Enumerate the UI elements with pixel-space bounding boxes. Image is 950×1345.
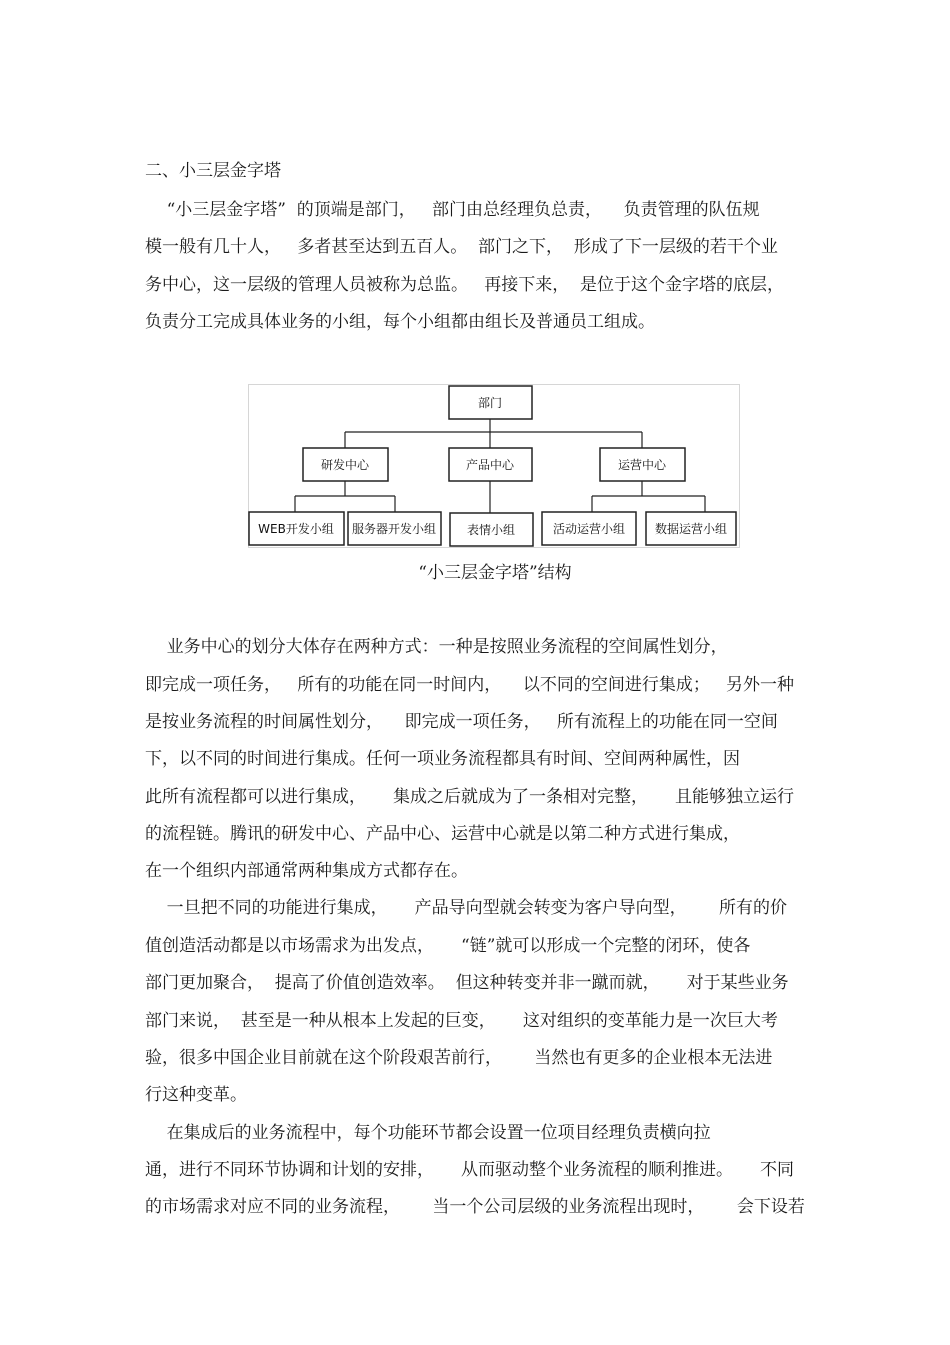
text-line: 部门更加聚合， 提高了价值创造效率。 但这种转变并非一蹴而就， 对于某些业务 — [145, 973, 789, 993]
text-line: 负责分工完成具体业务的小组，每个小组都由组长及普通员工组成。 — [145, 312, 655, 332]
text-line: 部门来说， 甚至是一种从根本上发起的巨变， 这对组织的变革能力是一次巨大考 — [145, 1011, 778, 1031]
text-line: 值创造活动都是以市场需求为出发点， “链”就可以形成一个完整的闭环，使各 — [145, 936, 751, 956]
text-line: 通，进行不同环节协调和计划的安排， 从而驱动整个业务流程的顺利推进。 不同 — [145, 1160, 795, 1180]
org-node-label: 活动运营小组 — [552, 522, 626, 536]
org-chart — [248, 384, 740, 548]
text-line: 在集成后的业务流程中，每个功能环节都会设置一位项目经理负责横向拉 — [145, 1123, 711, 1143]
text-line: 此所有流程都可以进行集成， 集成之后就成为了一条相对完整， 且能够独立运行 — [145, 787, 795, 807]
text-line: 业务中心的划分大体存在两种方式：一种是按照业务流程的空间属性划分， — [145, 637, 728, 657]
org-node-web-team — [249, 512, 344, 545]
org-node-label: 运营中心 — [617, 458, 667, 472]
org-node-data-ops-team — [646, 512, 736, 545]
org-node-label: 表情小组 — [466, 523, 516, 537]
org-node-label: WEB开发小组 — [258, 522, 334, 536]
text-line: 验，很多中国企业目前就在这个阶段艰苦前行， 当然也有更多的企业根本无法进 — [145, 1048, 773, 1068]
text-line: 是按业务流程的时间属性划分， 即完成一项任务， 所有流程上的功能在同一空间 — [145, 712, 778, 732]
org-node-product-center — [449, 448, 532, 481]
text-line: “小三层金字塔” 的顶端是部门， 部门由总经理负总责， 负责管理的队伍规 — [145, 200, 760, 220]
text-line: 务中心，这一层级的管理人员被称为总监。 再接下来， 是位于这个金字塔的底层， — [145, 275, 785, 295]
org-node-activity-ops-team — [542, 512, 636, 545]
org-node-rd-center — [303, 448, 388, 481]
org-node-operations-center — [600, 448, 685, 481]
org-node-label: 研发中心 — [320, 458, 370, 472]
org-node-emoji-team — [450, 513, 533, 546]
text-line: 行这种变革。 — [145, 1085, 247, 1105]
figure-caption: “小三层金字塔”结构 — [418, 563, 572, 583]
text-line: 下，以不同的时间进行集成。任何一项业务流程都具有时间、空间两种属性，因 — [145, 749, 740, 769]
text-line: 的市场需求对应不同的业务流程， 当一个公司层级的业务流程出现时， 会下设若 — [145, 1197, 805, 1217]
text-line: 模一般有几十人， 多者甚至达到五百人。 部门之下， 形成了下一层级的若干个业 — [145, 237, 778, 257]
org-node-label: 产品中心 — [465, 458, 515, 472]
org-node-server-team — [348, 512, 441, 545]
org-node-department — [449, 386, 532, 419]
text-line: 在一个组织内部通常两种集成方式都存在。 — [145, 861, 468, 881]
org-node-label: 数据运营小组 — [654, 522, 728, 536]
section-heading: 二、小三层金字塔 — [145, 161, 281, 181]
text-line: 的流程链。腾讯的研发中心、产品中心、运营中心就是以第二种方式进行集成， — [145, 824, 740, 844]
text-line: 即完成一项任务， 所有的功能在同一时间内， 以不同的空间进行集成； 另外一种 — [145, 675, 795, 695]
org-node-label: 部门 — [477, 396, 503, 410]
org-node-label: 服务器开发小组 — [351, 522, 437, 536]
text-line: 一旦把不同的功能进行集成， 产品导向型就会转变为客户导向型， 所有的价 — [145, 898, 788, 918]
